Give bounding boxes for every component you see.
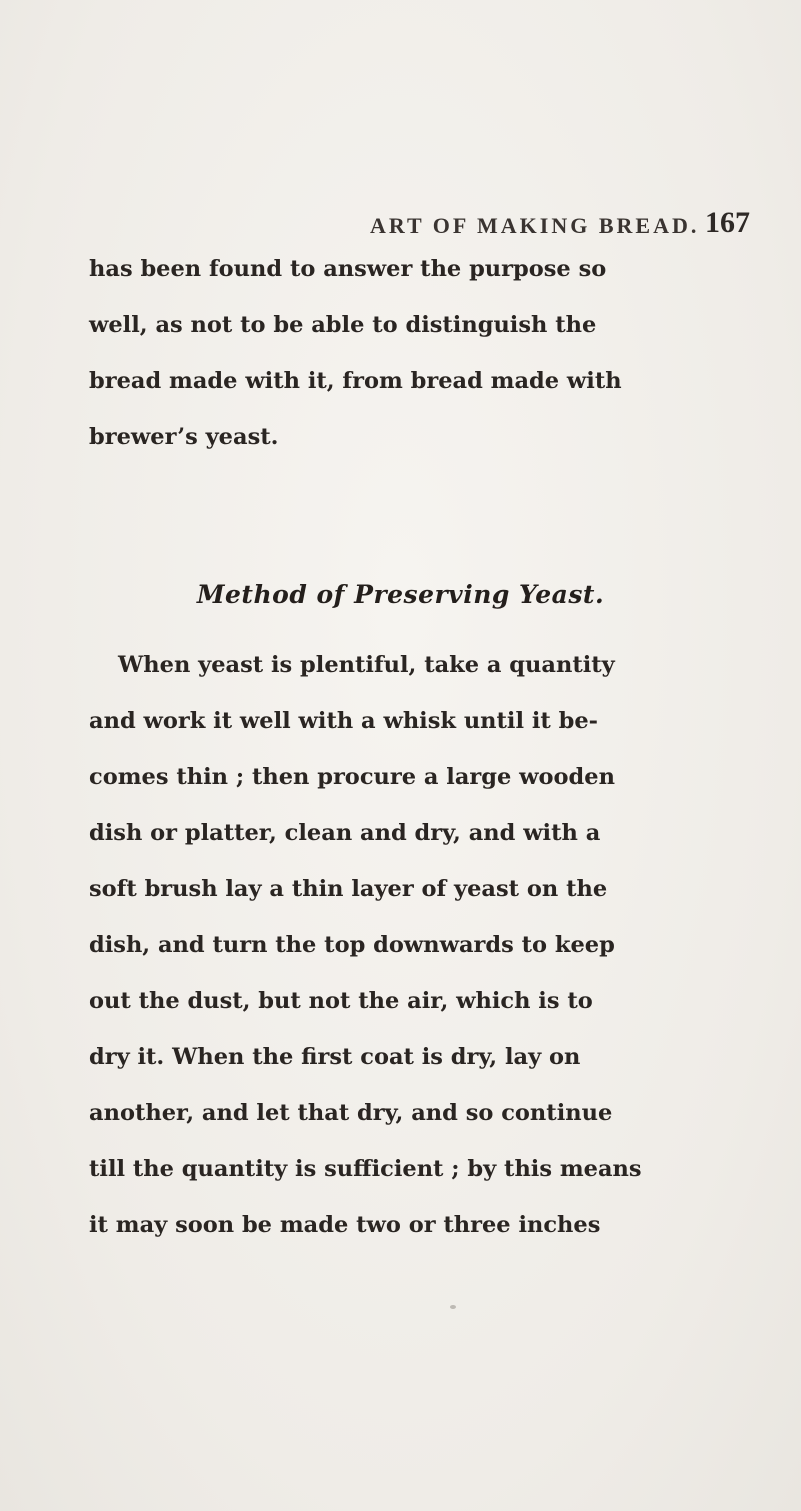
paragraph-line: dish or platter, clean and dry, and with a xyxy=(89,820,601,846)
paragraph-line: has been found to answer the purpose so xyxy=(89,256,607,282)
paragraph-line: and work it well with a whisk until it be- xyxy=(89,708,599,734)
paragraph-line: bread made with it, from bread made with xyxy=(89,368,622,394)
paragraph-line: comes thin ; then procure a large wooden xyxy=(89,764,615,790)
running-head: ART OF MAKING BREAD. xyxy=(370,213,700,238)
page-number: 167 xyxy=(705,206,750,239)
paper-speck xyxy=(450,1305,456,1309)
section-heading: Method of Preserving Yeast. xyxy=(196,580,605,609)
paragraph-line: dish, and turn the top downwards to keep xyxy=(89,932,615,958)
paragraph-line: out the dust, but not the air, which is to xyxy=(89,988,593,1014)
paragraph-line: it may soon be made two or three inches xyxy=(89,1212,601,1238)
paragraph-line: brewer’s yeast. xyxy=(89,424,279,450)
paragraph-line: When yeast is plentiful, take a quantity xyxy=(118,652,615,678)
paragraph-line: well, as not to be able to distinguish the xyxy=(89,312,597,338)
paragraph-line: another, and let that dry, and so continue xyxy=(89,1100,613,1126)
paragraph-line: till the quantity is sufficient ; by this means xyxy=(89,1156,642,1182)
paragraph-line: dry it. When the first coat is dry, lay on xyxy=(89,1044,581,1070)
paragraph-line: soft brush lay a thin layer of yeast on the xyxy=(89,876,608,902)
